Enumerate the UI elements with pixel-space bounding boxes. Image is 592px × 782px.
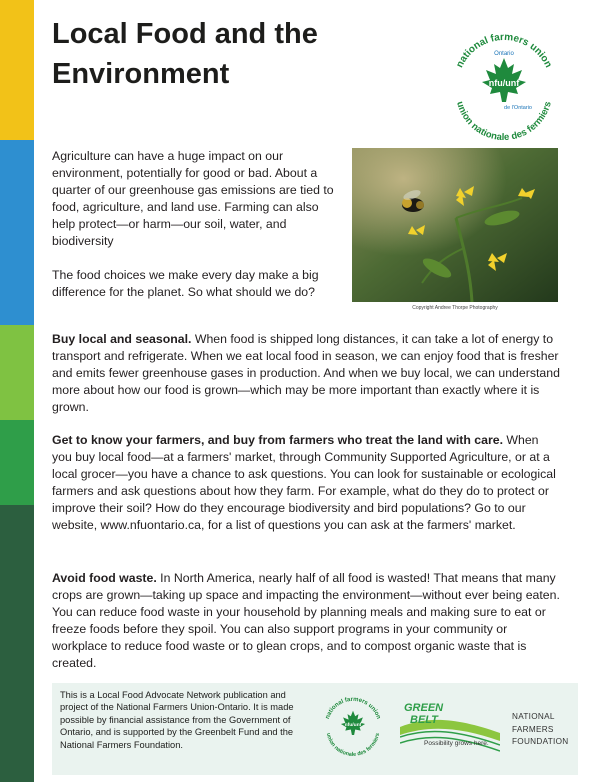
footer-text: This is a Local Food Advocate Network publication and project of the National Farmers Union-Ontario. It is made possible by financial assistance from the Government of Ontario, and is supported by the Greenbelt Fund and the National Farmers Foundation. xyxy=(60,690,294,750)
color-strip-yellow xyxy=(0,0,34,140)
greenbelt-tagline: Possibility grows here. xyxy=(424,740,489,747)
nff-line-2: FARMERS xyxy=(512,724,554,734)
greenbelt-word-2: BELT xyxy=(410,714,438,726)
section-food-waste xyxy=(52,570,560,672)
photo-credit: Copyright Andree Thorpe Photography xyxy=(412,305,498,311)
section-heading: Get to know your farmers, and buy from farmers who treat the land with care. xyxy=(52,433,503,447)
color-strip-green xyxy=(0,420,34,505)
svg-text:union nationale des fermiers xyxy=(325,733,381,757)
intro-text xyxy=(52,148,344,318)
nfu-logo-small xyxy=(320,691,386,757)
intro-paragraph-2: The food choices we make every day make a big difference for the planet. So what should we do? xyxy=(52,268,319,299)
section-body: When food is shipped long distances, it can take a lot of energy to transport and refrigerate. When we eat local food in season, we can enjoy food that is fresher and emits fewer greenhouse gases in production. And when we buy local, we can understand more about how our food is grown—which may be more important than exactly where it is grown. xyxy=(52,332,560,414)
logo-small-arc-top: national farmers union xyxy=(324,696,382,720)
logo-small-monogram: nfu/unf xyxy=(344,723,362,729)
section-know-farmers xyxy=(52,432,560,534)
section-body: In North America, nearly half of all food is wasted! That means that many crops are grown—taking up space and impacting the environment—without ever being eaten. You can reduce food waste in your household by planning meals and making sure to eat or freeze foods before they spoil. You can also support programs in your community or workplace to reduce food waste or to glean crops, and to compost organic waste that is created. xyxy=(52,571,560,670)
greenbelt-logo xyxy=(400,697,500,757)
color-strip-light-green xyxy=(0,325,34,420)
logo-arc-top: national farmers union xyxy=(454,31,554,70)
greenbelt-word-1: GREEN xyxy=(404,702,444,714)
bee-flower-photo xyxy=(352,148,558,302)
footer-box xyxy=(52,683,578,775)
nff-line-3: FOUNDATION xyxy=(512,737,569,746)
logo-monogram: nfu/unf xyxy=(488,78,520,88)
section-heading: Avoid food waste. xyxy=(52,571,157,585)
logo-small-arc-bottom: union nationale des fermiers xyxy=(324,732,382,757)
logo-arc-bottom: union nationale des fermiers xyxy=(454,100,554,142)
section-heading: Buy local and seasonal. xyxy=(52,332,192,346)
section-buy-local xyxy=(52,331,560,416)
section-body: When you buy local food—at a farmers' market, through Community Supported Agriculture, or at a local grocer—you have a chance to ask questions. You can look for sustainable or ecological farmers and ask questions about how they farm. For example, what do they do to protect or improve their soil? How do they encourage biodiversity and bird populations? Go to our website, www.nfuontario.ca, for a list of questions you can ask at the farmers' market. xyxy=(52,433,556,532)
nff-line-1: NATIONAL xyxy=(512,712,555,721)
national-farmers-foundation-logo xyxy=(512,711,576,749)
page-title: Local Food and the Environment xyxy=(52,18,318,90)
logo-province: Ontario xyxy=(494,51,514,57)
nfu-logo xyxy=(444,22,564,142)
color-strip-dark-green xyxy=(0,505,34,782)
color-strip-blue xyxy=(0,140,34,325)
intro-paragraph-1: Agriculture can have a huge impact on our environment, potentially for good or bad. About a quarter of our greenhouse gas emissions are tied to food, agriculture, and land use. Farming can also help protect—or harm—our soil, water, and biodiversity xyxy=(52,149,334,248)
logo-de-ontario: de l'Ontario xyxy=(504,105,532,111)
